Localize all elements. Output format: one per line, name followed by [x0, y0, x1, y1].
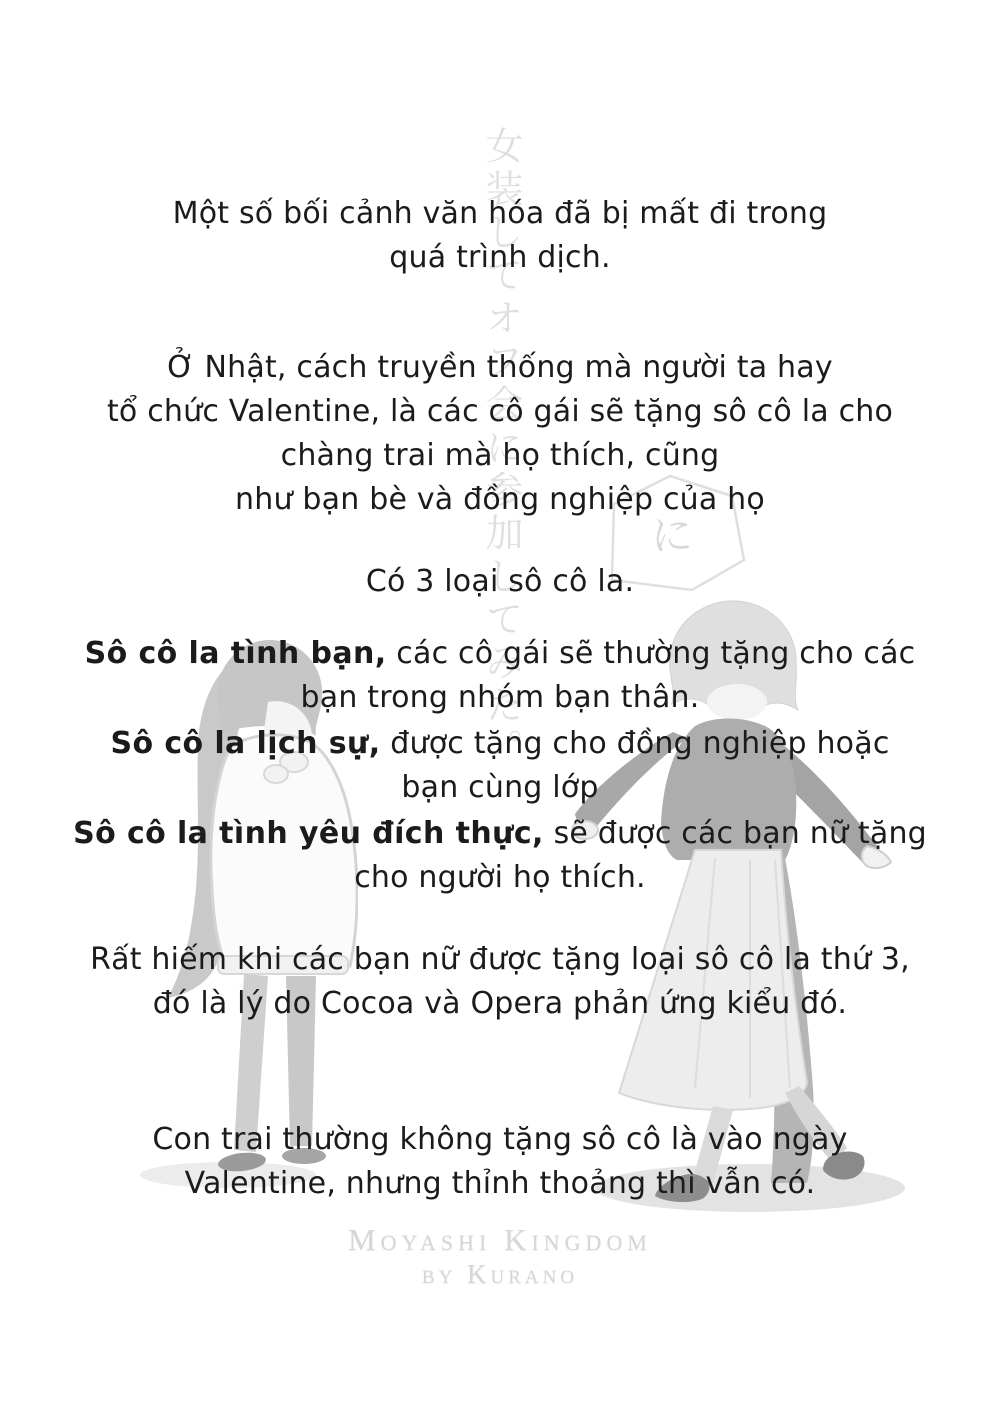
scanlation-credit — [0, 1222, 1000, 1290]
note-boys-giving — [0, 1118, 1000, 1206]
note-line: Có 3 loại sô cô la. — [365, 564, 635, 599]
note-line: quá trình dịch. — [389, 240, 611, 275]
note-friendship-chocolate — [0, 632, 1000, 720]
note-line — [0, 812, 1000, 856]
note-line: tổ chức Valentine, là các cô gái sẽ tặng sô cô la cho — [106, 394, 894, 429]
note-line: đó là lý do Cocoa và Opera phản ứng kiểu đó. — [152, 986, 848, 1021]
background-japanese-title: 女装してオフ会に参加してみた。 — [479, 126, 523, 771]
bubble-kana-glyph: に — [650, 511, 694, 560]
note-line: Valentine, nhưng thỉnh thoảng thì vẫn có. — [184, 1166, 816, 1201]
note-line: Rất hiếm khi các bạn nữ được tặng loại sô cô la thứ 3, — [90, 942, 910, 977]
note-true-love-chocolate — [0, 812, 1000, 900]
note-line: bạn trong nhóm bạn thân. — [300, 680, 700, 715]
credit-byline: by Kurano — [421, 1259, 579, 1289]
credit-group-name: Moyashi Kingdom — [348, 1222, 652, 1257]
note-three-types-intro — [0, 560, 1000, 604]
note-line — [0, 632, 1000, 676]
note-rare-third-type — [0, 938, 1000, 1026]
note-line: Một số bối cảnh văn hóa đã bị mất đi trong — [172, 196, 828, 231]
note-line: như bạn bè và đồng nghiệp của họ — [235, 482, 765, 517]
note-line: cho người họ thích. — [354, 860, 646, 895]
note-valentine-tradition — [0, 346, 1000, 522]
note-line: chàng trai mà họ thích, cũng — [280, 438, 720, 473]
chocolate-type-label: Sô cô la tình bạn, — [84, 636, 387, 671]
chocolate-type-label: Sô cô la lịch sự, — [110, 726, 381, 761]
note-line-rest: các cô gái sẽ thường tặng cho các — [386, 636, 916, 671]
note-courtesy-chocolate — [0, 722, 1000, 810]
note-line: Ở Nhật, cách truyền thống mà người ta hay — [167, 350, 833, 385]
note-line-rest: sẽ được các bạn nữ tặng — [543, 816, 927, 851]
note-line — [0, 722, 1000, 766]
note-line-rest: được tặng cho đồng nghiệp hoặc — [380, 726, 890, 761]
note-line: bạn cùng lớp — [401, 770, 599, 805]
note-translation-disclaimer — [0, 192, 1000, 280]
note-line: Con trai thường không tặng sô cô là vào ngày — [152, 1122, 848, 1157]
chocolate-type-label: Sô cô la tình yêu đích thực, — [73, 816, 544, 851]
